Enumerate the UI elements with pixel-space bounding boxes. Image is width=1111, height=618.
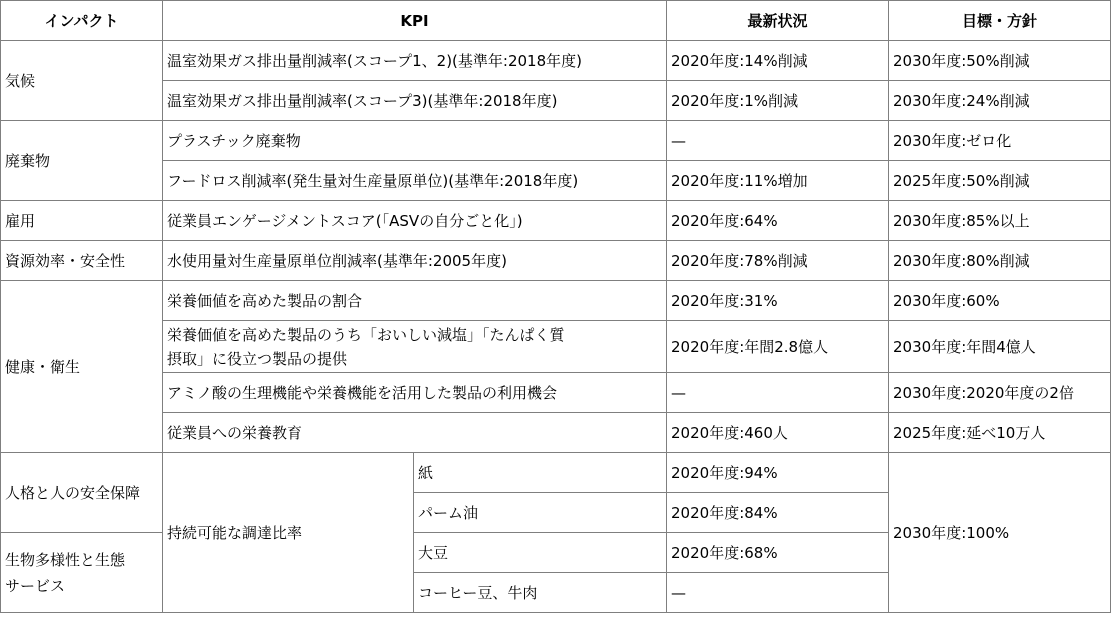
procurement-item: 大豆 xyxy=(414,533,667,573)
status-cell: — xyxy=(667,121,889,161)
impact-line: 生物多様性と生態 xyxy=(5,550,126,569)
status-cell: 2020年度:64% xyxy=(667,201,889,241)
status-cell: 2020年度:14%削減 xyxy=(667,41,889,81)
target-cell: 2030年度:85%以上 xyxy=(889,201,1111,241)
impact-cell-resource: 資源効率・安全性 xyxy=(1,241,163,281)
status-cell: 2020年度:94% xyxy=(667,453,889,493)
kpi-cell: 栄養価値を高めた製品の割合 xyxy=(163,281,667,321)
kpi-cell: 温室効果ガス排出量削減率(スコープ1、2)(基準年:2018年度) xyxy=(163,41,667,81)
status-cell: 2020年度:460人 xyxy=(667,413,889,453)
table-row xyxy=(1,321,1111,373)
target-cell: 2030年度:2020年度の2倍 xyxy=(889,373,1111,413)
impact-cell-climate: 気候 xyxy=(1,41,163,121)
impact-line: サービス xyxy=(5,576,66,595)
status-cell: 2020年度:年間2.8億人 xyxy=(667,321,889,373)
kpi-cell: アミノ酸の生理機能や栄養機能を活用した製品の利用機会 xyxy=(163,373,667,413)
table-row xyxy=(1,241,1111,281)
kpi-cell: 従業員への栄養教育 xyxy=(163,413,667,453)
impact-cell-waste: 廃棄物 xyxy=(1,121,163,201)
header-target: 目標・方針 xyxy=(889,1,1111,41)
kpi-cell: 水使用量対生産量原単位削減率(基準年:2005年度) xyxy=(163,241,667,281)
table-row xyxy=(1,453,1111,493)
target-cell: 2030年度:ゼロ化 xyxy=(889,121,1111,161)
impact-cell-employment: 雇用 xyxy=(1,201,163,241)
target-cell: 2030年度:60% xyxy=(889,281,1111,321)
header-impact: インパクト xyxy=(1,1,163,41)
kpi-line: 摂取」に役立つ製品の提供 xyxy=(167,349,348,368)
kpi-cell: フードロス削減率(発生量対生産量原単位)(基準年:2018年度) xyxy=(163,161,667,201)
status-cell: 2020年度:84% xyxy=(667,493,889,533)
procurement-item: パーム油 xyxy=(414,493,667,533)
status-cell: — xyxy=(667,373,889,413)
target-cell: 2030年度:年間4億人 xyxy=(889,321,1111,373)
status-cell: 2020年度:78%削減 xyxy=(667,241,889,281)
table-row xyxy=(1,413,1111,453)
kpi-cell: プラスチック廃棄物 xyxy=(163,121,667,161)
status-cell: — xyxy=(667,573,889,613)
target-cell: 2030年度:80%削減 xyxy=(889,241,1111,281)
table-row xyxy=(1,161,1111,201)
table-row xyxy=(1,281,1111,321)
status-cell: 2020年度:11%増加 xyxy=(667,161,889,201)
target-cell: 2025年度:延べ10万人 xyxy=(889,413,1111,453)
status-cell: 2020年度:31% xyxy=(667,281,889,321)
kpi-cell: 従業員エンゲージメントスコア(「ASVの自分ごと化」) xyxy=(163,201,667,241)
procurement-item: コーヒー豆、牛肉 xyxy=(414,573,667,613)
header-kpi: KPI xyxy=(163,1,667,41)
table-row xyxy=(1,373,1111,413)
impact-cell-health: 健康・衛生 xyxy=(1,281,163,453)
target-cell-procurement: 2030年度:100% xyxy=(889,453,1111,613)
table-row xyxy=(1,121,1111,161)
status-cell: 2020年度:68% xyxy=(667,533,889,573)
impact-cell-human-rights: 人格と人の安全保障 xyxy=(1,453,163,533)
target-cell: 2030年度:24%削減 xyxy=(889,81,1111,121)
table-row xyxy=(1,41,1111,81)
target-cell: 2030年度:50%削減 xyxy=(889,41,1111,81)
procurement-item: 紙 xyxy=(414,453,667,493)
header-status: 最新状況 xyxy=(667,1,889,41)
kpi-cell: 温室効果ガス排出量削減率(スコープ3)(基準年:2018年度) xyxy=(163,81,667,121)
kpi-cell xyxy=(163,321,667,373)
kpi-cell-procurement: 持続可能な調達比率 xyxy=(163,453,414,613)
status-cell: 2020年度:1%削減 xyxy=(667,81,889,121)
impact-cell-biodiversity xyxy=(1,533,163,613)
table-row xyxy=(1,201,1111,241)
table-row xyxy=(1,81,1111,121)
target-cell: 2025年度:50%削減 xyxy=(889,161,1111,201)
kpi-line: 栄養価値を高めた製品のうち「おいしい減塩」「たんぱく質 xyxy=(167,325,565,344)
